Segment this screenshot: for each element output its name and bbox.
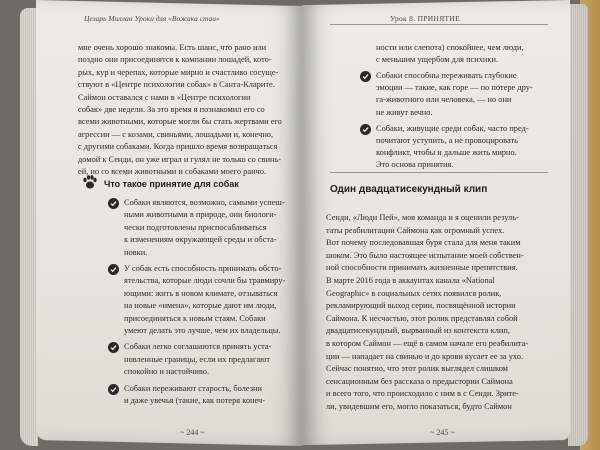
bullet-line: У собак есть способность принимать обсто- (124, 264, 282, 273)
bullet-line: ятельства, которые люди сочли бы травмиру- (124, 276, 286, 286)
right-page-edges (568, 4, 588, 446)
intro-line: с другими собаками. Когда пришло время возвращаться (78, 142, 278, 152)
bullet-line: Собаки легко соглашаются принять уста- (124, 342, 272, 352)
bullet-line: ющими: жить в новом климате, отзываться (124, 288, 278, 298)
bullet-line: новки. (124, 247, 148, 257)
continued-line: ности или слепота) спокойнее, чем люди, (376, 43, 524, 52)
bullet-line: умеют делать это лучше, чем их владельцы. (124, 326, 281, 335)
body-line: в котором Саймон — ещё в самом начале его реабилита- (326, 339, 529, 348)
intro-line: всеми животными, которые могли бы стать жертвами его (78, 117, 282, 127)
bullet-line: спокойно и настойчиво. (124, 367, 210, 377)
bullet-line: ными животными в природе, они биологи- (124, 210, 277, 220)
body-line: Geographic» в социальных сетях появился ролик, (326, 288, 502, 298)
bullet-line: Это основа принятия. (376, 160, 454, 170)
bullet-line: не живут вечно. (376, 107, 433, 117)
right-page-number: ~ 245 ~ (430, 428, 455, 437)
body-line: шоком. Это было настоящее испытание моей собствен- (326, 250, 524, 260)
intro-line: мне очень хорошо знакомы. Есть шанс, что рано или (78, 43, 267, 52)
bullet-line: Собаки способны переживать глубокие (376, 71, 517, 80)
bullet-line: Собаки, живущие среди собак, часто пред- (376, 123, 529, 133)
check-icon (360, 124, 371, 135)
body-line: двадцатисекундный, вырванный из контекста клип, (326, 326, 510, 336)
bullet-line: присоединяться к новым стаям. Собаки (124, 313, 266, 323)
intro-line: ствуют в «Центре психологии собак» в Санта-Кларите. (78, 80, 275, 90)
bullet-line: к изменениям окружающей среды и обста- (124, 235, 277, 245)
intro-line: рых, кур и черепах, которые мирно и счастливо сосуще- (78, 67, 279, 77)
bullet-line: и даже увечья (такие, как потеря конеч- (124, 396, 266, 405)
bullet-line: новленные границы, если их предлагают (124, 354, 270, 364)
bullet-line: га-животного или человека, — но они (376, 95, 512, 105)
check-icon (108, 198, 119, 209)
intro-line: ей, но со всеми животными и собаками моего ранчо. (78, 167, 267, 176)
left-running-header: Цезарь Миллан Уроки для «Вожака стаи» (84, 14, 220, 23)
intro-line: Саймон оставался с нами в «Центре психологии (78, 92, 251, 102)
check-icon (108, 384, 119, 395)
check-icon (108, 264, 119, 275)
left-page-number: ~ 244 ~ (180, 428, 205, 437)
body-line: рекламирующий выход серии, посвящённой истории (326, 301, 516, 311)
body-line: и всего того, что происходило с ним в с Сенди. Зрите- (326, 389, 519, 399)
intro-line: поздно они присоединятся к компании лошадей, кото- (78, 55, 272, 65)
header-rule (330, 24, 548, 25)
check-icon (360, 71, 371, 82)
continued-line: с меньшим ущербом для психики. (376, 55, 499, 65)
section-rule (330, 172, 548, 173)
bullet-line: Собаки переживают старость, болезни (124, 383, 263, 393)
body-line: ции — нападает на свинью и до крови кусает ее за ухо. (326, 351, 524, 361)
right-running-header: Урок 8. ПРИНЯТИЕ (390, 14, 460, 23)
body-line: Саймона. К несчастью, этот ролик представлял собой (326, 313, 518, 323)
body-line: ли, увидевшим его, могло показаться, будто Саймон (326, 402, 512, 411)
bullet-line: на новые «имена», которые дают им люди, (124, 301, 277, 311)
intro-line: собак» две недели. За это время я познакомил его со (78, 105, 265, 114)
body-line: Сенди, «Люди Пей», моя команда и я оценили резуль- (326, 213, 519, 222)
bullet-line: Собаки являются, возможно, самыми успеш- (124, 198, 285, 207)
body-line: сенсационным без рассказа о предыстории Саймона (326, 376, 513, 386)
bullet-line: почитают уступить, а не провоцировать (376, 136, 519, 145)
left-section-title: Что такое принятие для собак (104, 179, 239, 189)
body-line: ной способности принимать жизненные препятствия. (326, 263, 518, 273)
body-line: Вот почему последовавшая буря стала для меня таким (326, 238, 521, 248)
bullet-line: чески подготовлены приспосабливаться (124, 222, 267, 232)
body-line: Сейчас понятно, что этот ролик выглядел слишком (326, 364, 508, 374)
right-section-title: Один двадцатисекундный клип (330, 184, 488, 195)
bullet-line: конфликт, чтобы и дальше жить мирно. (376, 148, 517, 158)
intro-line: домой к Сенди, он уже играл и гулял не только со свинь- (78, 154, 282, 164)
body-line: таты реабилитации Саймона как огромный успех. (326, 225, 505, 235)
bullet-line: эмоции — такие, как горе — по потере дру- (376, 83, 533, 93)
body-line: В марте 2016 года в аккаунтах канала «National (326, 276, 495, 285)
intro-line: агрессии — с козами, свиньями, лошадьми и, конечно, (78, 129, 274, 139)
